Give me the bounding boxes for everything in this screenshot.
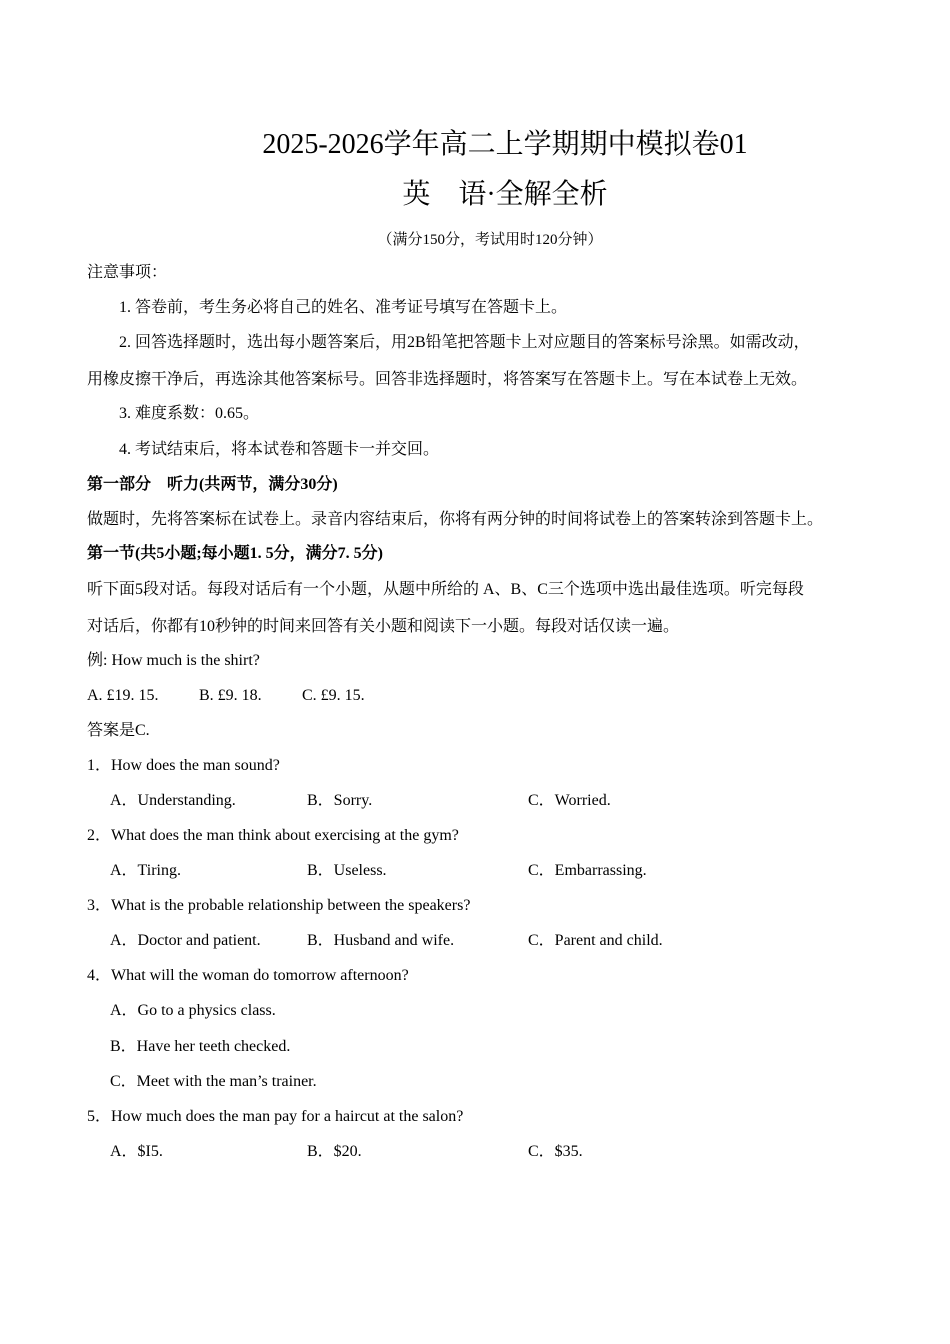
question-5-option-b: B．$20. (307, 1143, 362, 1160)
exam-subtitle: 英 语·全解全析 (402, 179, 608, 210)
question-5-option-a: A．$I5. (110, 1143, 163, 1160)
example-option-c: C. £9. 15. (302, 687, 365, 704)
question-4-option-a: A．Go to a physics class. (110, 1002, 276, 1019)
notice-item-3: 3. 难度系数：0.65。 (119, 405, 260, 422)
question-3-option-c: C．Parent and child. (528, 932, 663, 949)
notice-item-2: 2. 回答选择题时，选出每小题答案后，用2B铅笔把答题卡上对应题目的答案标号涂黑。如需改动， (119, 334, 810, 351)
example-options (87, 686, 487, 706)
question-2-options (110, 861, 810, 881)
example-question: 例: How much is the shirt? (87, 652, 260, 669)
question-2-option-c: C．Embarrassing. (528, 862, 647, 879)
question-4-option-c: C．Meet with the man’s trainer. (110, 1073, 317, 1090)
part1-instruction: 做题时，先将答案标在试卷上。录音内容结束后，你将有两分钟的时间将试卷上的答案转涂到答题卡上。 (87, 511, 824, 528)
question-1: 1．How does the man sound? (87, 757, 280, 774)
section1-instruction-1: 听下面5段对话。每段对话后有一个小题，从题中所给的 A、B、C三个选项中选出最佳选项。听完每段 (87, 581, 804, 598)
example-answer: 答案是C. (87, 722, 150, 739)
question-1-option-b: B．Sorry. (307, 792, 373, 809)
example-option-a: A. £19. 15. (87, 687, 159, 704)
question-2-option-a: A．Tiring. (110, 862, 181, 879)
section1-instruction-2: 对话后，你都有10秒钟的时间来回答有关小题和阅读下一小题。每段对话仅读一遍。 (87, 618, 680, 635)
notice-heading: 注意事项： (87, 264, 168, 281)
notice-item-2-cont: 用橡皮擦干净后，再选涂其他答案标号。回答非选择题时，将答案写在答题卡上。写在本试卷上无效。 (87, 371, 808, 388)
question-2: 2．What does the man think about exercising at the gym? (87, 827, 459, 844)
question-1-options (110, 791, 810, 811)
question-3-option-b: B．Husband and wife. (307, 932, 455, 949)
question-5-options (110, 1142, 810, 1162)
question-3-options (110, 931, 810, 951)
question-1-option-a: A．Understanding. (110, 792, 236, 809)
notice-item-1: 1. 答卷前，考生务必将自己的姓名、准考证号填写在答题卡上。 (119, 299, 568, 316)
section1-heading: 第一节(共5小题;每小题1. 5分，满分7. 5分) (87, 545, 383, 562)
question-4: 4．What will the woman do tomorrow afternoon? (87, 967, 409, 984)
question-2-option-b: B．Useless. (307, 862, 387, 879)
question-3-option-a: A．Doctor and patient. (110, 932, 261, 949)
notice-item-4: 4. 考试结束后，将本试卷和答题卡一并交回。 (119, 441, 440, 458)
question-3: 3．What is the probable relationship between the speakers? (87, 897, 471, 914)
score-time-note: （满分150分，考试用时120分钟） (377, 232, 603, 248)
part1-heading: 第一部分 听力(共两节，满分30分) (87, 476, 338, 493)
example-option-b: B. £9. 18. (199, 687, 262, 704)
exam-title: 2025-2026学年高二上学期期中模拟卷01 (262, 129, 748, 160)
question-5-option-c: C．$35. (528, 1143, 583, 1160)
question-1-option-c: C．Worried. (528, 792, 611, 809)
question-5: 5．How much does the man pay for a haircut at the salon? (87, 1108, 464, 1125)
question-4-option-b: B．Have her teeth checked. (110, 1038, 291, 1055)
